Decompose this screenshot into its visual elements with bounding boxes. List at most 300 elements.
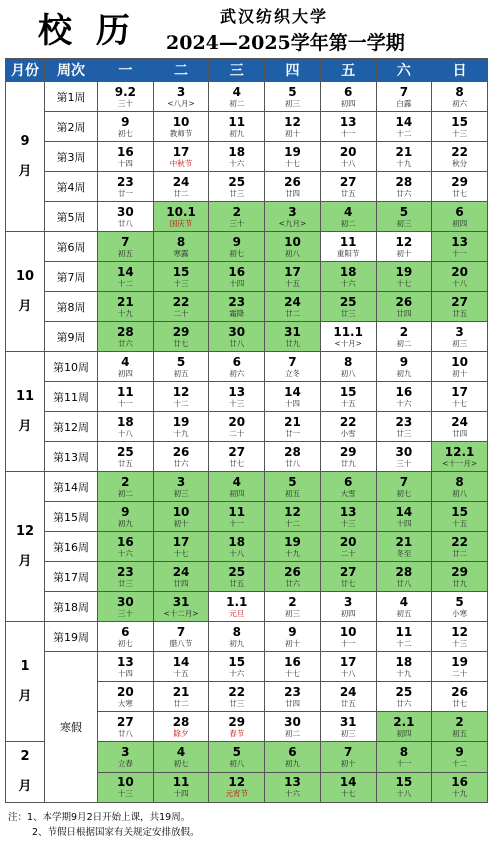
day-number: 2 <box>455 714 464 729</box>
day-number: 9 <box>121 504 130 519</box>
day-number: 24 <box>284 294 301 309</box>
day-number: 4 <box>232 474 241 489</box>
day-number: 28 <box>172 714 190 729</box>
lunar-label: 教师节 <box>169 128 193 138</box>
week-cell: 第4周 <box>45 172 98 202</box>
day-cell <box>432 442 488 472</box>
lunar-label: 十七 <box>284 158 300 168</box>
week-cell: 第12周 <box>45 412 98 442</box>
lunar-label: 初十 <box>284 638 300 648</box>
day-number: 11 <box>395 624 413 639</box>
day-number: 8 <box>232 624 241 639</box>
day-cell <box>320 382 376 412</box>
lunar-label: 二十 <box>229 428 245 438</box>
day-cell <box>153 682 209 712</box>
day-cell <box>320 622 376 652</box>
day-number: 17 <box>172 144 190 159</box>
day-cell <box>98 292 154 322</box>
lunar-label: 初二 <box>117 488 133 498</box>
week-row <box>6 172 488 202</box>
day-number: 25 <box>339 294 357 309</box>
day-number: 20 <box>451 264 468 279</box>
day-number: 5 <box>176 354 186 369</box>
lunar-label: 初八 <box>229 758 245 768</box>
day-cell <box>209 682 265 712</box>
lunar-label: 廿三 <box>117 578 133 588</box>
day-cell <box>320 652 376 682</box>
lunar-label: 廿四 <box>284 698 300 708</box>
lunar-label: 十八 <box>452 278 468 288</box>
day-cell <box>320 562 376 592</box>
lunar-label: 十四 <box>284 398 300 408</box>
lunar-label: 廿三 <box>229 188 245 198</box>
lunar-label: 廿八 <box>117 728 133 738</box>
day-number: 23 <box>284 684 301 699</box>
lunar-label: 十七 <box>452 398 468 408</box>
day-cell <box>153 742 209 773</box>
day-number: 18 <box>228 144 246 159</box>
day-cell <box>98 82 154 112</box>
day-number: 22 <box>172 294 190 309</box>
term-title: 2024—2025学年第一学期 <box>166 32 405 54</box>
day-number: 4 <box>232 84 241 99</box>
lunar-label: 初三 <box>340 728 356 738</box>
day-cell <box>432 232 488 262</box>
lunar-label: 初三 <box>396 218 412 228</box>
day-number: 5 <box>232 744 241 759</box>
day-number: 15 <box>395 775 413 790</box>
day-number: 14 <box>284 384 301 399</box>
day-cell <box>153 652 209 682</box>
day-cell <box>209 142 265 172</box>
lunar-label: 廿七 <box>173 338 189 348</box>
day-number: 17 <box>451 384 468 399</box>
day-number: 25 <box>228 564 246 579</box>
day-cell <box>153 562 209 592</box>
day-number: 3 <box>455 324 464 339</box>
day-number: 18 <box>395 654 413 669</box>
day-number: 30 <box>228 324 246 339</box>
day-cell <box>153 442 209 472</box>
lunar-label: 寒露 <box>173 248 189 258</box>
week-cell: 第11周 <box>45 382 98 412</box>
day-cell <box>153 412 209 442</box>
lunar-label: 十六 <box>229 668 245 678</box>
day-number: 23 <box>117 564 134 579</box>
lunar-label: 廿八 <box>229 338 245 348</box>
month-cell: 10 月 <box>6 232 45 352</box>
week-cell: 第9周 <box>45 322 98 352</box>
day-cell <box>376 412 432 442</box>
day-cell <box>209 742 265 773</box>
day-cell <box>432 652 488 682</box>
day-number: 30 <box>117 594 134 609</box>
week-row <box>6 82 488 112</box>
lunar-label: 廿三 <box>229 698 245 708</box>
day-number: 21 <box>284 414 301 429</box>
lunar-label: 三十 <box>229 218 245 228</box>
lunar-label: 大寒 <box>117 698 133 708</box>
day-cell <box>320 772 376 803</box>
day-cell <box>376 442 432 472</box>
day-number: 14 <box>339 775 357 790</box>
note-2: 2、节假日根据国家有关规定安排放假。 <box>32 827 200 838</box>
day-cell <box>320 112 376 142</box>
day-cell <box>98 322 154 352</box>
day-cell <box>209 232 265 262</box>
day-cell <box>320 442 376 472</box>
day-cell <box>376 502 432 532</box>
day-cell <box>376 292 432 322</box>
day-cell <box>376 352 432 382</box>
lunar-label: 元宵节 <box>225 789 248 799</box>
day-number: 11 <box>172 775 190 790</box>
lunar-label: 廿九 <box>340 458 356 468</box>
day-cell <box>98 412 154 442</box>
day-number: 10.1 <box>166 204 196 219</box>
day-cell <box>209 772 265 803</box>
day-cell <box>209 652 265 682</box>
day-cell <box>153 322 209 352</box>
day-number: 16 <box>117 534 134 549</box>
lunar-label: 十六 <box>340 278 356 288</box>
day-cell <box>265 382 321 412</box>
column-header: 日 <box>432 59 488 82</box>
month-cell: 12 月 <box>6 472 45 622</box>
lunar-label: 廿一 <box>117 188 133 198</box>
day-number: 26 <box>451 684 468 699</box>
day-number: 4 <box>399 594 409 609</box>
lunar-label: 廿八 <box>396 578 412 588</box>
day-number: 13 <box>117 654 134 669</box>
day-cell <box>320 352 376 382</box>
week-row <box>6 472 488 502</box>
day-number: 6 <box>455 204 464 219</box>
day-number: 12 <box>172 384 190 399</box>
day-cell <box>98 532 154 562</box>
day-number: 10 <box>339 624 357 639</box>
university-name: 武汉纺织大学 <box>220 7 329 26</box>
day-number: 13 <box>228 384 246 399</box>
day-cell <box>432 202 488 232</box>
lunar-label: 廿八 <box>284 458 300 468</box>
lunar-label: 廿一 <box>284 428 300 438</box>
lunar-label: 初十 <box>340 758 356 768</box>
day-number: 8 <box>176 234 186 249</box>
day-cell <box>265 622 321 652</box>
week-cell: 第19周 <box>45 622 98 652</box>
week-cell: 第17周 <box>45 562 98 592</box>
day-number: 4 <box>176 744 186 759</box>
day-number: 22 <box>228 684 246 699</box>
day-number: 3 <box>288 204 297 219</box>
day-number: 16 <box>451 775 468 790</box>
day-cell <box>153 142 209 172</box>
day-number: 22 <box>451 144 468 159</box>
day-cell <box>209 412 265 442</box>
day-cell <box>376 262 432 292</box>
day-cell <box>265 322 321 352</box>
day-number: 11 <box>339 234 357 249</box>
lunar-label: 初二 <box>340 218 356 228</box>
day-cell <box>376 532 432 562</box>
day-cell <box>209 202 265 232</box>
lunar-label: 十九 <box>117 308 133 318</box>
day-cell <box>209 622 265 652</box>
day-number: 21 <box>117 294 134 309</box>
lunar-label: 廿七 <box>229 458 245 468</box>
month-cell: 9 月 <box>6 82 45 232</box>
calendar-table <box>5 58 488 803</box>
day-number: 13 <box>339 504 357 519</box>
day-cell <box>98 172 154 202</box>
day-cell <box>376 232 432 262</box>
week-cell: 第6周 <box>45 232 98 262</box>
lunar-label: 十二 <box>452 758 468 768</box>
day-number: 2 <box>288 594 297 609</box>
day-number: 7 <box>121 234 130 249</box>
lunar-label: <八月> <box>167 98 195 108</box>
week-cell: 第5周 <box>45 202 98 232</box>
column-header: 五 <box>320 59 376 82</box>
lunar-label: 大雪 <box>340 488 356 498</box>
lunar-label: 十八 <box>340 158 356 168</box>
lunar-label: 立冬 <box>284 368 300 378</box>
lunar-label: 初三 <box>284 98 300 108</box>
day-cell <box>320 472 376 502</box>
lunar-label: 十八 <box>117 428 133 438</box>
lunar-label: 二十 <box>340 548 356 558</box>
lunar-label: 初三 <box>173 488 189 498</box>
day-cell <box>265 232 321 262</box>
week-row <box>6 532 488 562</box>
day-cell <box>98 562 154 592</box>
lunar-label: 十九 <box>396 668 412 678</box>
day-number: 21 <box>395 144 413 159</box>
day-cell <box>98 382 154 412</box>
lunar-label: 初四 <box>340 98 356 108</box>
day-cell <box>432 742 488 773</box>
day-cell <box>98 142 154 172</box>
lunar-label: 十五 <box>340 398 356 408</box>
day-number: 31 <box>339 714 357 729</box>
day-cell <box>209 112 265 142</box>
day-cell <box>209 592 265 622</box>
day-cell <box>265 292 321 322</box>
day-number: 28 <box>284 444 301 459</box>
day-cell <box>376 592 432 622</box>
day-number: 13 <box>451 234 468 249</box>
day-cell <box>153 772 209 803</box>
lunar-label: 廿五 <box>340 698 356 708</box>
lunar-label: 廿五 <box>229 578 245 588</box>
day-cell <box>153 202 209 232</box>
lunar-label: 十三 <box>452 128 468 138</box>
day-number: 19 <box>451 654 468 669</box>
day-cell <box>265 562 321 592</box>
lunar-label: 初六 <box>229 368 245 378</box>
lunar-label: 腊八节 <box>169 638 193 648</box>
day-cell <box>376 382 432 412</box>
day-cell <box>376 772 432 803</box>
day-number: 19 <box>395 264 413 279</box>
day-cell <box>209 292 265 322</box>
day-cell <box>320 172 376 202</box>
day-number: 27 <box>339 174 357 189</box>
lunar-label: 廿三 <box>340 308 356 318</box>
day-cell <box>376 742 432 773</box>
lunar-label: 初三 <box>452 338 468 348</box>
day-cell <box>98 712 154 742</box>
lunar-label: 廿三 <box>396 428 412 438</box>
day-number: 28 <box>117 324 134 339</box>
day-number: 5 <box>455 594 464 609</box>
day-cell <box>265 202 321 232</box>
lunar-label: 初二 <box>396 338 412 348</box>
lunar-label: 十六 <box>396 398 412 408</box>
lunar-label: 十一 <box>396 758 412 768</box>
day-number: 2 <box>399 324 409 339</box>
day-number: 16 <box>228 264 246 279</box>
day-cell <box>209 562 265 592</box>
day-cell <box>432 292 488 322</box>
day-number: 29 <box>451 174 468 189</box>
day-cell <box>153 112 209 142</box>
day-number: 4 <box>343 204 353 219</box>
day-number: 31 <box>172 594 190 609</box>
day-cell <box>209 472 265 502</box>
day-cell <box>153 82 209 112</box>
lunar-label: 初七 <box>117 638 133 648</box>
lunar-label: 初八 <box>452 488 468 498</box>
column-header: 月份 <box>6 59 45 82</box>
day-number: 19 <box>172 414 190 429</box>
day-number: 12 <box>284 504 301 519</box>
week-row <box>6 592 488 622</box>
lunar-label: 廿七 <box>340 578 356 588</box>
week-row <box>6 202 488 232</box>
lunar-label: 廿九 <box>452 578 468 588</box>
lunar-label: 十四 <box>117 158 133 168</box>
day-number: 24 <box>451 414 468 429</box>
week-row <box>6 142 488 172</box>
day-cell <box>432 532 488 562</box>
lunar-label: 廿六 <box>173 458 189 468</box>
lunar-label: 初七 <box>396 488 412 498</box>
day-number: 13 <box>339 114 357 129</box>
day-cell <box>209 82 265 112</box>
day-number: 6 <box>121 624 130 639</box>
day-cell <box>265 682 321 712</box>
day-cell <box>98 772 154 803</box>
day-cell <box>265 592 321 622</box>
day-number: 8 <box>399 744 409 759</box>
day-number: 11.1 <box>333 324 363 339</box>
lunar-label: 初二 <box>229 98 245 108</box>
lunar-label: 初七 <box>229 248 245 258</box>
lunar-label: 小雪 <box>340 428 356 438</box>
day-cell <box>320 142 376 172</box>
lunar-label: 初二 <box>284 728 300 738</box>
day-number: 27 <box>339 564 357 579</box>
day-number: 22 <box>451 534 468 549</box>
day-cell <box>376 652 432 682</box>
week-cell: 第16周 <box>45 532 98 562</box>
week-row <box>6 382 488 412</box>
day-cell <box>320 712 376 742</box>
lunar-label: 重阳节 <box>336 248 360 258</box>
day-cell <box>432 112 488 142</box>
day-cell <box>376 682 432 712</box>
lunar-label: 初七 <box>173 758 189 768</box>
day-cell <box>153 532 209 562</box>
lunar-label: 十六 <box>229 158 245 168</box>
week-cell: 第1周 <box>45 82 98 112</box>
lunar-label: 十一 <box>117 398 133 408</box>
day-cell <box>98 742 154 773</box>
lunar-label: 十九 <box>396 158 412 168</box>
lunar-label: <十一月> <box>442 458 478 468</box>
day-number: 27 <box>228 444 246 459</box>
week-cell: 第18周 <box>45 592 98 622</box>
day-cell <box>320 262 376 292</box>
day-cell <box>432 352 488 382</box>
lunar-label: 初四 <box>340 608 356 618</box>
day-number: 23 <box>117 174 134 189</box>
lunar-label: 廿四 <box>173 578 189 588</box>
lunar-label: 十二 <box>117 278 133 288</box>
day-number: 26 <box>284 564 301 579</box>
week-cell: 第3周 <box>45 142 98 172</box>
day-cell <box>98 472 154 502</box>
day-cell <box>265 112 321 142</box>
day-number: 16 <box>395 384 413 399</box>
month-cell: 1 月 <box>6 622 45 742</box>
day-number: 15 <box>172 264 190 279</box>
day-cell <box>376 472 432 502</box>
week-row <box>6 232 488 262</box>
day-cell <box>376 322 432 352</box>
week-cell: 第15周 <box>45 502 98 532</box>
day-cell <box>376 142 432 172</box>
lunar-label: 十二 <box>284 518 300 528</box>
day-number: 17 <box>172 534 190 549</box>
day-cell <box>432 382 488 412</box>
day-cell <box>320 682 376 712</box>
day-number: 9 <box>399 354 409 369</box>
day-cell <box>209 382 265 412</box>
day-number: 24 <box>172 174 190 189</box>
day-cell <box>265 442 321 472</box>
week-row <box>6 562 488 592</box>
day-cell <box>432 142 488 172</box>
day-number: 12 <box>228 775 246 790</box>
lunar-label: 廿二 <box>284 308 300 318</box>
day-cell <box>98 202 154 232</box>
day-number: 12 <box>395 234 413 249</box>
lunar-label: 十九 <box>452 789 468 799</box>
lunar-label: 廿四 <box>284 188 300 198</box>
day-number: 19 <box>284 534 301 549</box>
lunar-label: 十七 <box>396 278 412 288</box>
lunar-label: 十一 <box>229 518 245 528</box>
lunar-label: 初九 <box>284 758 300 768</box>
lunar-label: 十九 <box>173 428 189 438</box>
lunar-label: 十五 <box>284 278 300 288</box>
day-number: 7 <box>176 624 186 639</box>
day-number: 12.1 <box>444 444 475 459</box>
column-header: 六 <box>376 59 432 82</box>
